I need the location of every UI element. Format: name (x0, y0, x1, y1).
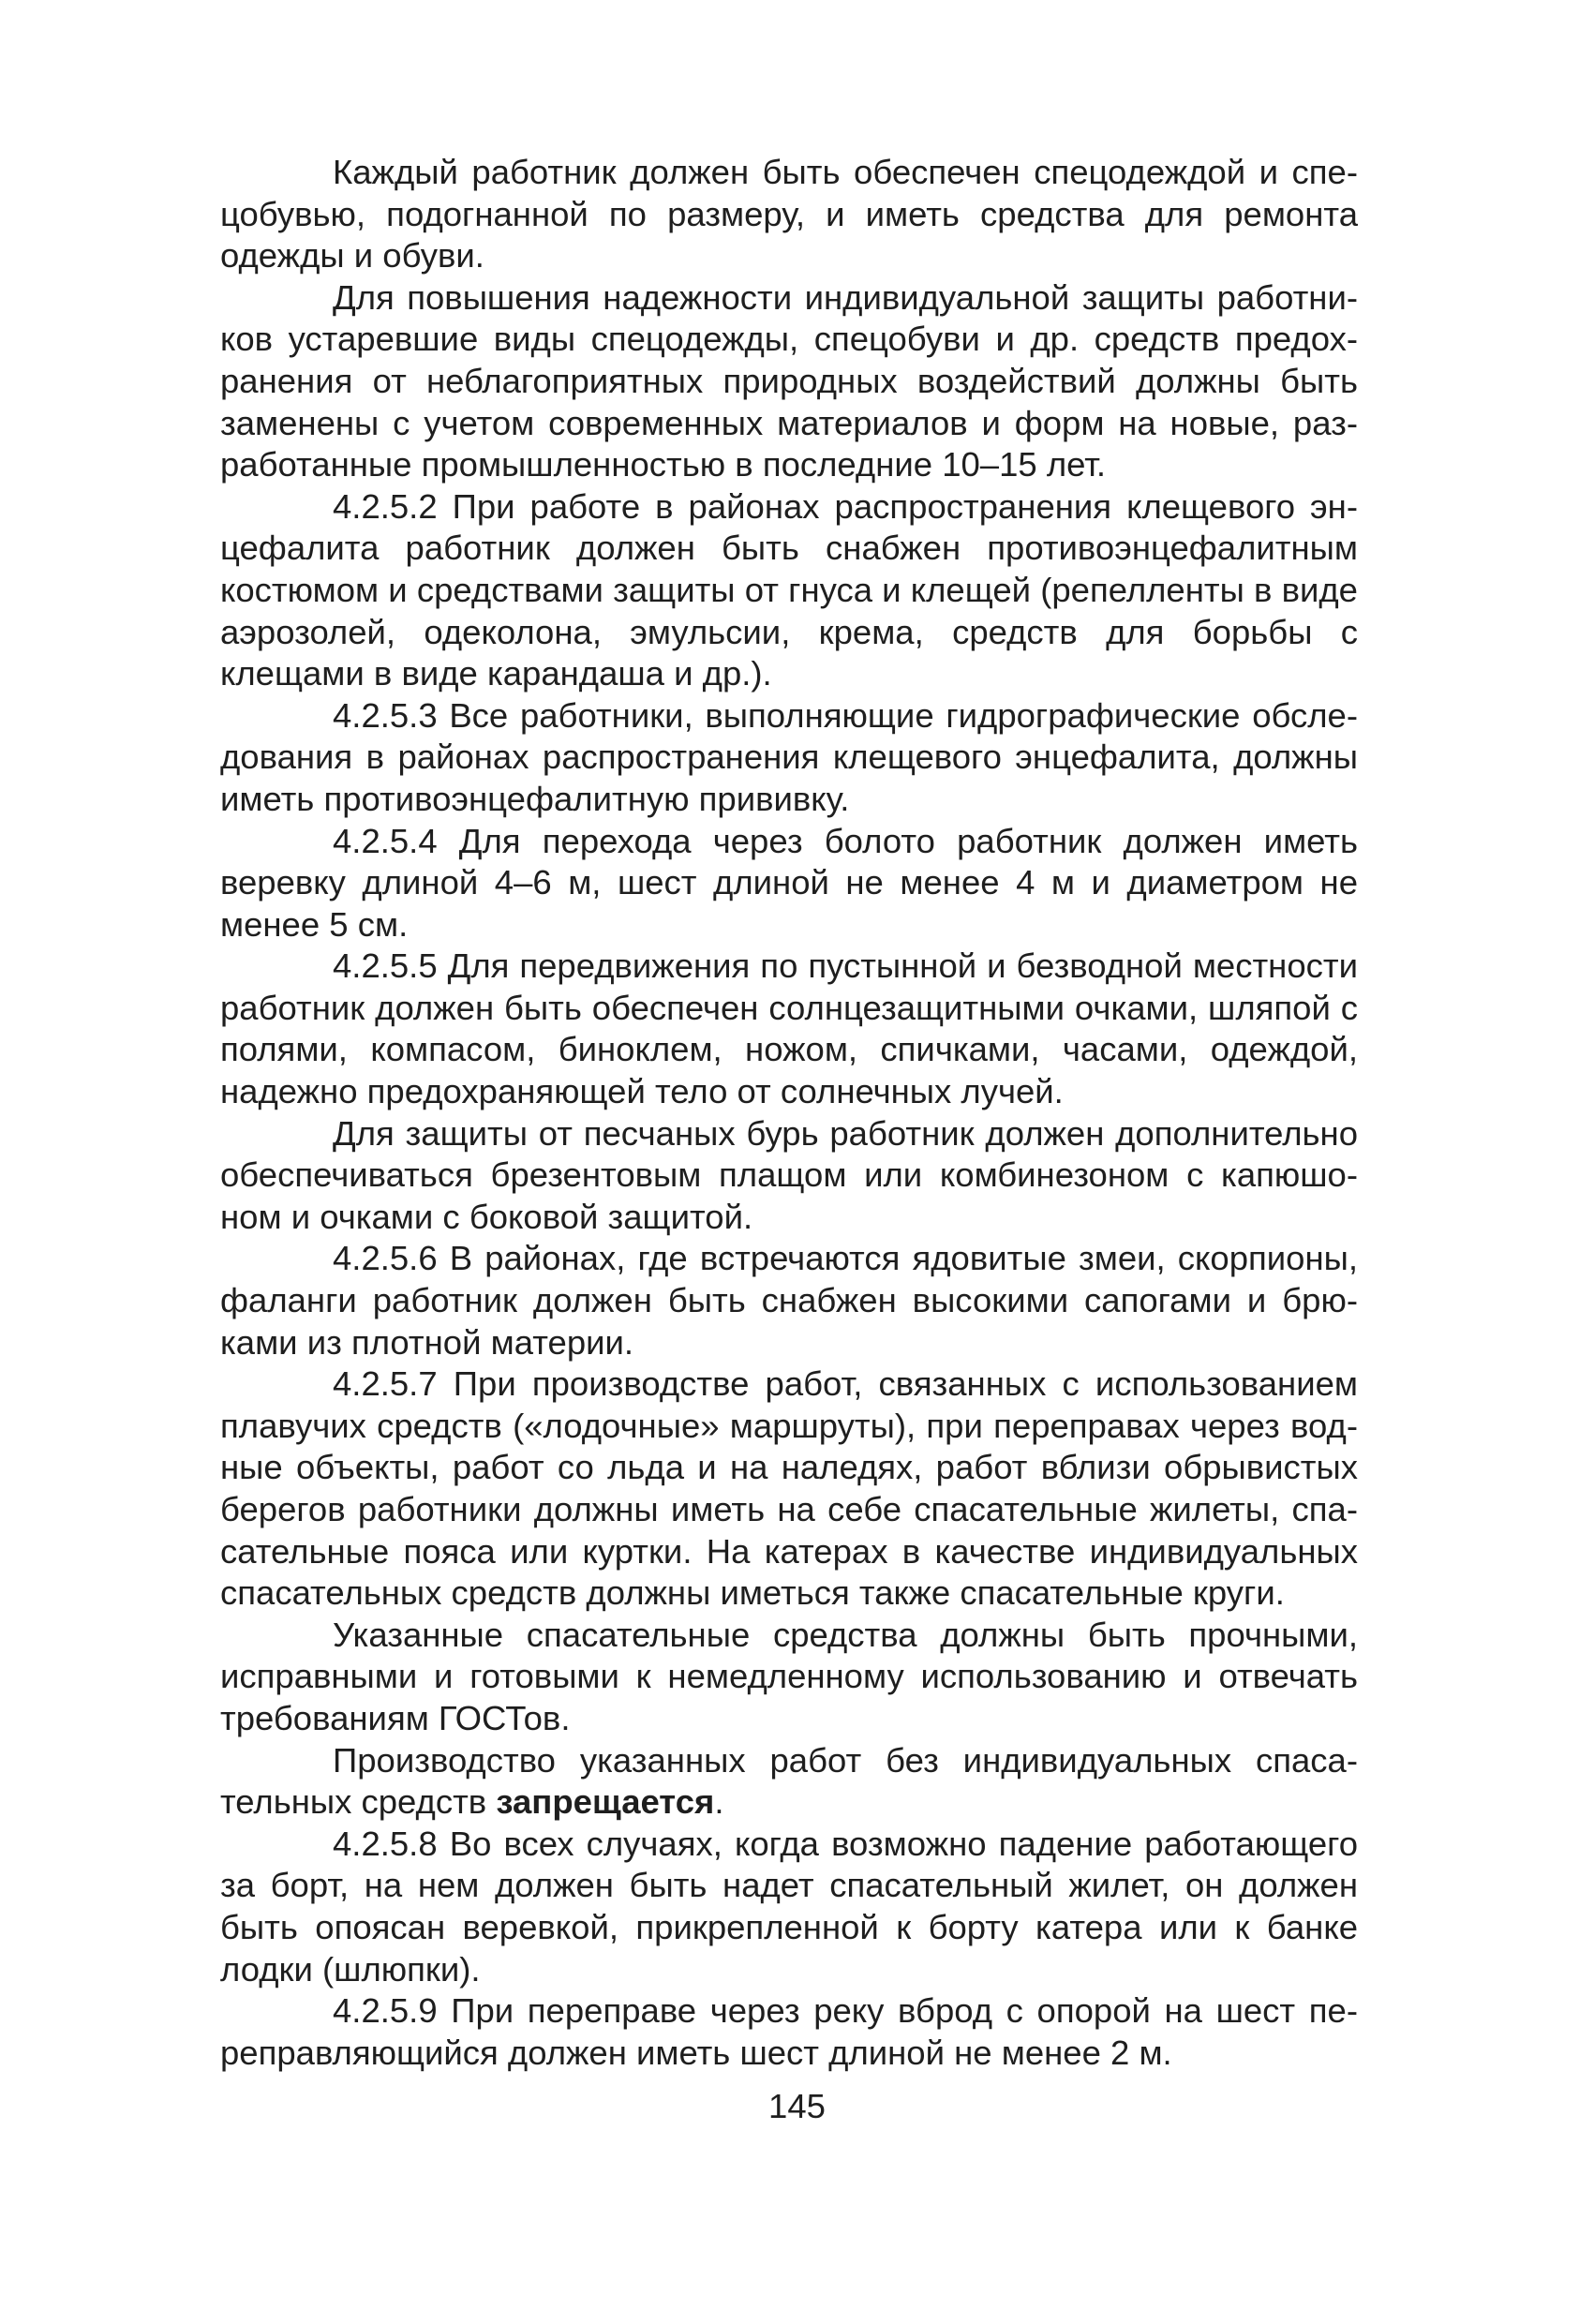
paragraph-workwear: Каждый работник должен быть обеспечен спецодеждой и спецобувью, подогнанной по размеру, и иметь средства для ремонта одежды и обуви. (220, 153, 1358, 276)
paragraph-rescue-equipment: Указанные спасательные средства должны быть прочными, исправными и готовыми к немедленному использованию и отвечать требованиям ГОСТов. (220, 1615, 1358, 1737)
paragraph-4-2-5-8: 4.2.5.8 Во всех случаях, когда возможно падение работающего за борт, на нем должен быть надет спасательный жилет, он должен быть опоясан веревкой, прикрепленной к борту катера или к банке лодки (шлюпки). (220, 1824, 1358, 1989)
page-body (220, 152, 1358, 2074)
paragraph-4-2-5-3: 4.2.5.3 Все работники, выполняющие гидрографические обследования в районах распространения клещевого энцефалита, должны иметь противоэнцефалитную прививку. (220, 695, 1358, 818)
prohibition-emphasis: запрещается (496, 1782, 715, 1822)
paragraph-modern-materials: Для повышения надежности индивидуальной защиты работников устаревшие виды спецодежды, спецобуви и др. средств предохранения от неблагоприятных природных воздействий должны быть заменены с учетом современных материалов и форм на новые, разработанные промышленностью в последние 10–15 лет. (220, 277, 1358, 484)
paragraph-prohibition (220, 1740, 1358, 1824)
page-number: 145 (768, 2087, 826, 2125)
paragraph-sandstorm-protection: Для защиты от песчаных бурь работник должен дополнительно обеспечиваться брезентовым плащом или комбинезоном с капюшоном и очками с боковой защитой. (220, 1113, 1358, 1236)
paragraph-4-2-5-4: 4.2.5.4 Для перехода через болото работник должен иметь веревку длиной 4–6 м, шест длиной не менее 4 м и диаметром не менее 5 см. (220, 821, 1358, 944)
prohibition-end: . (714, 1782, 724, 1822)
prohibition-text: Производство указанных работ без индивидуальных спасательных средств (220, 1740, 1358, 1822)
paragraph-4-2-5-9: 4.2.5.9 При переправе через реку вброд с опорой на шест переправляющийся должен иметь шест длиной не менее 2 м. (220, 1991, 1358, 2072)
paragraph-4-2-5-6: 4.2.5.6 В районах, где встречаются ядовитые змеи, скорпионы, фаланги работник должен быть снабжен высокими сапогами и брюками из плотной материи. (220, 1239, 1358, 1362)
paragraph-4-2-5-7: 4.2.5.7 При производстве работ, связанных с использованием плавучих средств («лодочные» маршруты), при переправах через водные объекты, работ со льда и на наледях, работ вблизи обрывистых берегов работники должны иметь на себе спасательные жилеты, спасательные пояса или куртки. На катерах в качестве индивидуальных спасательных средств должны иметься также спасательные круги. (220, 1364, 1358, 1613)
paragraph-4-2-5-5: 4.2.5.5 Для передвижения по пустынной и безводной местности работник должен быть обеспечен солнцезащитными очками, шляпой с полями, компасом, биноклем, ножом, спичками, часами, одеждой, надежно предохраняющей тело от солнечных лучей. (220, 946, 1358, 1111)
paragraph-4-2-5-2: 4.2.5.2 При работе в районах распространения клещевого энцефалита работник должен быть снабжен противоэнцефалитным костюмом и средствами защиты от гнуса и клещей (репелленты в виде аэрозолей, одеколона, эмульсии, крема, средств для борьбы с клещами в виде карандаша и др.). (220, 486, 1358, 693)
